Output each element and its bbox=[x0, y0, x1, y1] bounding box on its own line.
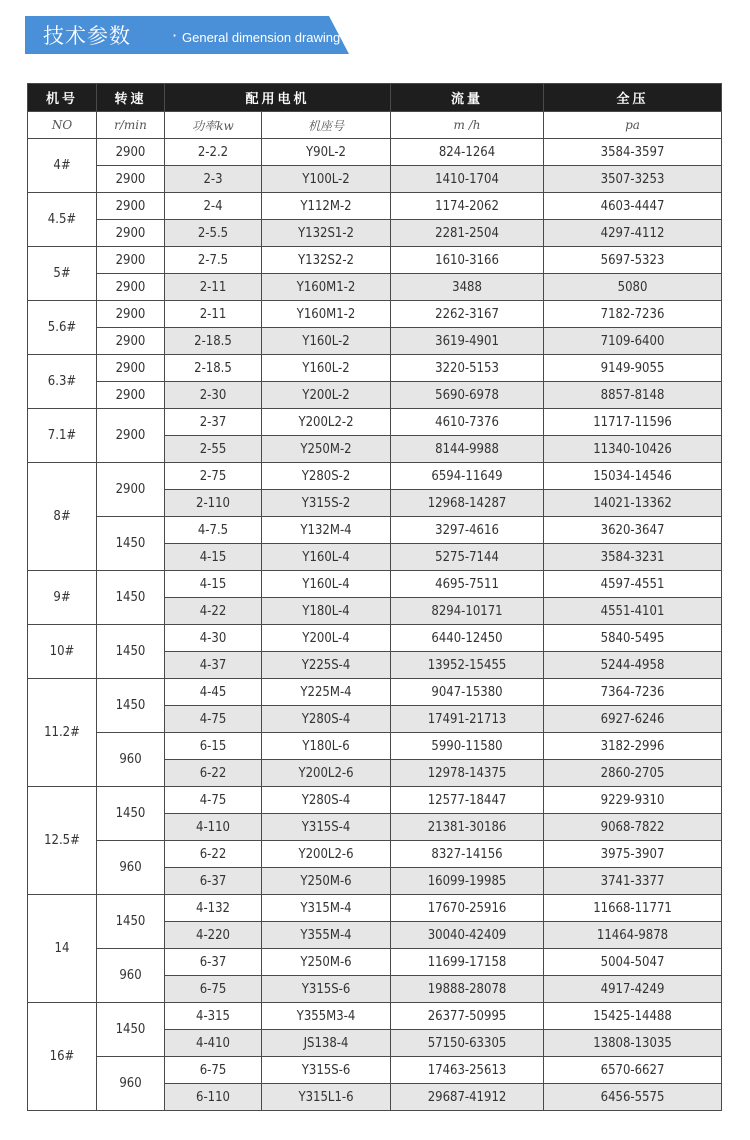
cell-pressure: 3975-3907 bbox=[544, 841, 722, 868]
cell-pressure: 6927-6246 bbox=[544, 706, 722, 733]
cell-power: 2-110 bbox=[165, 490, 262, 517]
cell-pressure: 3620-3647 bbox=[544, 517, 722, 544]
cell-model: 9# bbox=[28, 571, 97, 625]
cell-flow: 17463-25613 bbox=[391, 1057, 544, 1084]
cell-pressure: 9068-7822 bbox=[544, 814, 722, 841]
cell-power: 4-30 bbox=[165, 625, 262, 652]
units-row bbox=[28, 112, 722, 139]
table-row bbox=[28, 571, 722, 598]
cell-pressure: 3584-3231 bbox=[544, 544, 722, 571]
cell-pressure: 5004-5047 bbox=[544, 949, 722, 976]
cell-frame: JS138-4 bbox=[262, 1030, 391, 1057]
cell-speed: 2900 bbox=[97, 274, 165, 301]
cell-power: 4-75 bbox=[165, 787, 262, 814]
table-row bbox=[28, 1003, 722, 1030]
cell-frame: Y225S-4 bbox=[262, 652, 391, 679]
cell-pressure: 3741-3377 bbox=[544, 868, 722, 895]
unit-frame: 机座号 bbox=[262, 112, 391, 139]
cell-frame: Y160L-4 bbox=[262, 544, 391, 571]
cell-frame: Y90L-2 bbox=[262, 139, 391, 166]
cell-pressure: 3507-3253 bbox=[544, 166, 722, 193]
cell-pressure: 5697-5323 bbox=[544, 247, 722, 274]
unit-power: 功率kw bbox=[165, 112, 262, 139]
cell-pressure: 5840-5495 bbox=[544, 625, 722, 652]
cell-pressure: 14021-13362 bbox=[544, 490, 722, 517]
cell-flow: 1610-3166 bbox=[391, 247, 544, 274]
table-row bbox=[28, 220, 722, 247]
cell-model: 6.3# bbox=[28, 355, 97, 409]
cell-speed: 960 bbox=[97, 841, 165, 895]
cell-model: 14 bbox=[28, 895, 97, 1003]
header-model: 机号 bbox=[28, 84, 97, 112]
cell-power: 6-37 bbox=[165, 949, 262, 976]
cell-speed: 2900 bbox=[97, 382, 165, 409]
table-row bbox=[28, 679, 722, 706]
cell-frame: Y132M-4 bbox=[262, 517, 391, 544]
cell-speed: 2900 bbox=[97, 193, 165, 220]
cell-power: 4-37 bbox=[165, 652, 262, 679]
cell-pressure: 11340-10426 bbox=[544, 436, 722, 463]
cell-flow: 57150-63305 bbox=[391, 1030, 544, 1057]
banner-title: 技术参数 bbox=[43, 24, 131, 48]
banner-dot: · bbox=[172, 26, 178, 45]
table-row bbox=[28, 355, 722, 382]
cell-flow: 9047-15380 bbox=[391, 679, 544, 706]
cell-flow: 5690-6978 bbox=[391, 382, 544, 409]
cell-frame: Y200L-4 bbox=[262, 625, 391, 652]
cell-flow: 16099-19985 bbox=[391, 868, 544, 895]
cell-power: 6-37 bbox=[165, 868, 262, 895]
cell-frame: Y160L-2 bbox=[262, 328, 391, 355]
cell-frame: Y315S-4 bbox=[262, 814, 391, 841]
cell-power: 4-75 bbox=[165, 706, 262, 733]
cell-speed: 960 bbox=[97, 1057, 165, 1111]
cell-pressure: 2860-2705 bbox=[544, 760, 722, 787]
cell-flow: 8294-10171 bbox=[391, 598, 544, 625]
cell-model: 12.5# bbox=[28, 787, 97, 895]
table-row bbox=[28, 247, 722, 274]
cell-flow: 3488 bbox=[391, 274, 544, 301]
cell-flow: 17491-21713 bbox=[391, 706, 544, 733]
cell-power: 2-7.5 bbox=[165, 247, 262, 274]
cell-pressure: 8857-8148 bbox=[544, 382, 722, 409]
cell-frame: Y250M-6 bbox=[262, 949, 391, 976]
cell-frame: Y180L-4 bbox=[262, 598, 391, 625]
cell-speed: 1450 bbox=[97, 895, 165, 949]
cell-frame: Y200L2-6 bbox=[262, 760, 391, 787]
cell-pressure: 4917-4249 bbox=[544, 976, 722, 1003]
table-row bbox=[28, 1057, 722, 1084]
cell-frame: Y315L1-6 bbox=[262, 1084, 391, 1111]
cell-flow: 5990-11580 bbox=[391, 733, 544, 760]
cell-power: 4-315 bbox=[165, 1003, 262, 1030]
cell-frame: Y132S2-2 bbox=[262, 247, 391, 274]
header-flow: 流量 bbox=[391, 84, 544, 112]
cell-frame: Y280S-4 bbox=[262, 706, 391, 733]
cell-speed: 1450 bbox=[97, 679, 165, 733]
cell-power: 6-22 bbox=[165, 841, 262, 868]
cell-pressure: 5244-4958 bbox=[544, 652, 722, 679]
cell-flow: 2281-2504 bbox=[391, 220, 544, 247]
cell-speed: 1450 bbox=[97, 571, 165, 625]
cell-flow: 21381-30186 bbox=[391, 814, 544, 841]
cell-flow: 17670-25916 bbox=[391, 895, 544, 922]
cell-speed: 2900 bbox=[97, 409, 165, 463]
table-row bbox=[28, 733, 722, 760]
cell-power: 2-18.5 bbox=[165, 328, 262, 355]
cell-speed: 960 bbox=[97, 949, 165, 1003]
cell-power: 4-22 bbox=[165, 598, 262, 625]
cell-model: 5.6# bbox=[28, 301, 97, 355]
banner-subtitle: General dimension drawing bbox=[182, 30, 341, 45]
table-row bbox=[28, 139, 722, 166]
cell-power: 6-22 bbox=[165, 760, 262, 787]
cell-power: 6-75 bbox=[165, 976, 262, 1003]
cell-flow: 30040-42409 bbox=[391, 922, 544, 949]
cell-power: 6-15 bbox=[165, 733, 262, 760]
cell-speed: 1450 bbox=[97, 625, 165, 679]
cell-flow: 6440-12450 bbox=[391, 625, 544, 652]
cell-frame: Y355M3-4 bbox=[262, 1003, 391, 1030]
cell-power: 4-45 bbox=[165, 679, 262, 706]
table-row bbox=[28, 841, 722, 868]
cell-frame: Y160M1-2 bbox=[262, 301, 391, 328]
cell-flow: 12978-14375 bbox=[391, 760, 544, 787]
table-row bbox=[28, 166, 722, 193]
cell-power: 4-220 bbox=[165, 922, 262, 949]
cell-frame: Y250M-6 bbox=[262, 868, 391, 895]
cell-frame: Y315S-6 bbox=[262, 976, 391, 1003]
unit-model: NO bbox=[28, 112, 97, 139]
spec-table bbox=[27, 83, 722, 1111]
cell-speed: 2900 bbox=[97, 139, 165, 166]
cell-pressure: 6456-5575 bbox=[544, 1084, 722, 1111]
cell-speed: 2900 bbox=[97, 463, 165, 517]
cell-speed: 2900 bbox=[97, 166, 165, 193]
cell-power: 2-75 bbox=[165, 463, 262, 490]
cell-pressure: 15034-14546 bbox=[544, 463, 722, 490]
cell-frame: Y200L-2 bbox=[262, 382, 391, 409]
cell-model: 4.5# bbox=[28, 193, 97, 247]
cell-speed: 2900 bbox=[97, 220, 165, 247]
cell-pressure: 7109-6400 bbox=[544, 328, 722, 355]
cell-power: 4-7.5 bbox=[165, 517, 262, 544]
cell-power: 2-55 bbox=[165, 436, 262, 463]
cell-pressure: 7364-7236 bbox=[544, 679, 722, 706]
table-row bbox=[28, 382, 722, 409]
cell-power: 2-30 bbox=[165, 382, 262, 409]
cell-pressure: 9149-9055 bbox=[544, 355, 722, 382]
cell-frame: Y280S-2 bbox=[262, 463, 391, 490]
cell-frame: Y250M-2 bbox=[262, 436, 391, 463]
cell-flow: 12968-14287 bbox=[391, 490, 544, 517]
cell-pressure: 7182-7236 bbox=[544, 301, 722, 328]
cell-flow: 1174-2062 bbox=[391, 193, 544, 220]
cell-pressure: 15425-14488 bbox=[544, 1003, 722, 1030]
cell-flow: 3220-5153 bbox=[391, 355, 544, 382]
cell-speed: 960 bbox=[97, 733, 165, 787]
cell-pressure: 11668-11771 bbox=[544, 895, 722, 922]
cell-power: 6-75 bbox=[165, 1057, 262, 1084]
cell-pressure: 13808-13035 bbox=[544, 1030, 722, 1057]
table-row bbox=[28, 301, 722, 328]
table-row bbox=[28, 895, 722, 922]
cell-speed: 2900 bbox=[97, 301, 165, 328]
cell-pressure: 11717-11596 bbox=[544, 409, 722, 436]
cell-flow: 3619-4901 bbox=[391, 328, 544, 355]
cell-power: 4-110 bbox=[165, 814, 262, 841]
cell-power: 2-2.2 bbox=[165, 139, 262, 166]
cell-flow: 4610-7376 bbox=[391, 409, 544, 436]
cell-frame: Y180L-6 bbox=[262, 733, 391, 760]
cell-flow: 8144-9988 bbox=[391, 436, 544, 463]
cell-frame: Y355M-4 bbox=[262, 922, 391, 949]
cell-model: 7.1# bbox=[28, 409, 97, 463]
cell-power: 2-4 bbox=[165, 193, 262, 220]
cell-power: 4-410 bbox=[165, 1030, 262, 1057]
cell-frame: Y132S1-2 bbox=[262, 220, 391, 247]
cell-frame: Y160L-2 bbox=[262, 355, 391, 382]
cell-power: 2-11 bbox=[165, 301, 262, 328]
cell-frame: Y315M-4 bbox=[262, 895, 391, 922]
unit-speed: r/min bbox=[97, 112, 165, 139]
cell-frame: Y200L2-2 bbox=[262, 409, 391, 436]
cell-pressure: 11464-9878 bbox=[544, 922, 722, 949]
table-row bbox=[28, 274, 722, 301]
cell-frame: Y280S-4 bbox=[262, 787, 391, 814]
cell-model: 11.2# bbox=[28, 679, 97, 787]
cell-model: 5# bbox=[28, 247, 97, 301]
cell-frame: Y160L-4 bbox=[262, 571, 391, 598]
cell-power: 4-132 bbox=[165, 895, 262, 922]
table-row bbox=[28, 949, 722, 976]
table-row bbox=[28, 409, 722, 436]
cell-flow: 29687-41912 bbox=[391, 1084, 544, 1111]
cell-pressure: 4297-4112 bbox=[544, 220, 722, 247]
cell-power: 2-37 bbox=[165, 409, 262, 436]
cell-power: 2-3 bbox=[165, 166, 262, 193]
cell-frame: Y112M-2 bbox=[262, 193, 391, 220]
section-banner bbox=[25, 16, 349, 54]
header-pressure: 全压 bbox=[544, 84, 722, 112]
cell-flow: 6594-11649 bbox=[391, 463, 544, 490]
cell-speed: 1450 bbox=[97, 517, 165, 571]
cell-frame: Y200L2-6 bbox=[262, 841, 391, 868]
cell-pressure: 9229-9310 bbox=[544, 787, 722, 814]
cell-flow: 13952-15455 bbox=[391, 652, 544, 679]
cell-flow: 19888-28078 bbox=[391, 976, 544, 1003]
cell-flow: 11699-17158 bbox=[391, 949, 544, 976]
cell-power: 4-15 bbox=[165, 544, 262, 571]
cell-speed: 1450 bbox=[97, 1003, 165, 1057]
cell-pressure: 3584-3597 bbox=[544, 139, 722, 166]
unit-flow: m /h bbox=[391, 112, 544, 139]
cell-pressure: 4597-4551 bbox=[544, 571, 722, 598]
cell-flow: 824-1264 bbox=[391, 139, 544, 166]
cell-model: 10# bbox=[28, 625, 97, 679]
cell-pressure: 5080 bbox=[544, 274, 722, 301]
header-row bbox=[28, 84, 722, 112]
table-row bbox=[28, 625, 722, 652]
cell-speed: 2900 bbox=[97, 355, 165, 382]
cell-pressure: 3182-2996 bbox=[544, 733, 722, 760]
header-speed: 转速 bbox=[97, 84, 165, 112]
cell-flow: 8327-14156 bbox=[391, 841, 544, 868]
cell-flow: 3297-4616 bbox=[391, 517, 544, 544]
cell-frame: Y315S-6 bbox=[262, 1057, 391, 1084]
cell-power: 2-18.5 bbox=[165, 355, 262, 382]
table-row bbox=[28, 463, 722, 490]
cell-power: 2-11 bbox=[165, 274, 262, 301]
cell-frame: Y160M1-2 bbox=[262, 274, 391, 301]
cell-frame: Y315S-2 bbox=[262, 490, 391, 517]
cell-flow: 4695-7511 bbox=[391, 571, 544, 598]
table-row bbox=[28, 787, 722, 814]
header-motor: 配用电机 bbox=[165, 84, 391, 112]
cell-flow: 1410-1704 bbox=[391, 166, 544, 193]
cell-flow: 26377-50995 bbox=[391, 1003, 544, 1030]
cell-power: 2-5.5 bbox=[165, 220, 262, 247]
cell-pressure: 4603-4447 bbox=[544, 193, 722, 220]
cell-speed: 1450 bbox=[97, 787, 165, 841]
cell-pressure: 6570-6627 bbox=[544, 1057, 722, 1084]
unit-pressure: pa bbox=[544, 112, 722, 139]
cell-frame: Y225M-4 bbox=[262, 679, 391, 706]
cell-model: 8# bbox=[28, 463, 97, 571]
cell-flow: 12577-18447 bbox=[391, 787, 544, 814]
cell-pressure: 4551-4101 bbox=[544, 598, 722, 625]
table-row bbox=[28, 517, 722, 544]
cell-flow: 5275-7144 bbox=[391, 544, 544, 571]
cell-flow: 2262-3167 bbox=[391, 301, 544, 328]
cell-model: 16# bbox=[28, 1003, 97, 1111]
table-row bbox=[28, 193, 722, 220]
cell-frame: Y100L-2 bbox=[262, 166, 391, 193]
table-body bbox=[28, 139, 722, 1111]
cell-model: 4# bbox=[28, 139, 97, 193]
cell-speed: 2900 bbox=[97, 328, 165, 355]
cell-speed: 2900 bbox=[97, 247, 165, 274]
cell-power: 6-110 bbox=[165, 1084, 262, 1111]
table-row bbox=[28, 328, 722, 355]
cell-power: 4-15 bbox=[165, 571, 262, 598]
